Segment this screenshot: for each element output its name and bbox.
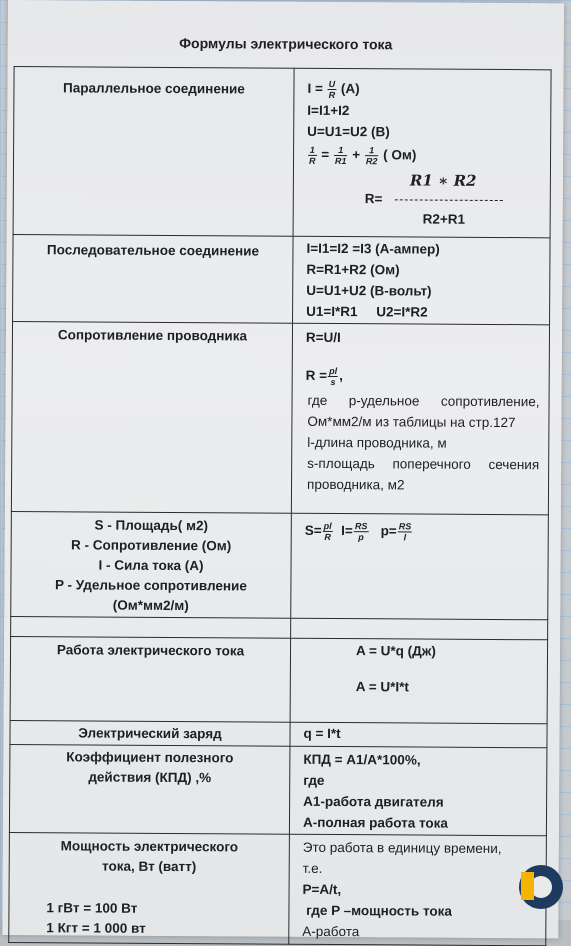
row-label-parallel: Параллельное соединение — [63, 80, 245, 97]
table-row-parallel — [13, 67, 551, 238]
fraction: $\frac{1}{R2}$ — [365, 145, 378, 167]
row-formula-cell — [289, 834, 547, 946]
formula-line: R=R1+R2 (Ом) — [306, 261, 400, 278]
row-label-cell — [13, 235, 294, 324]
row-formula-cell — [291, 513, 549, 620]
length-description: l-длина проводника, м — [307, 434, 447, 451]
row-formula-cell — [289, 746, 547, 836]
legend-line: (Ом*мм2/м) — [112, 597, 189, 614]
table-row-efficiency — [9, 745, 547, 836]
formula-line: A = U*q (Дж) — [355, 643, 436, 659]
formula-line: I=I1=I2 =I3 (А-ампер) — [306, 240, 440, 257]
fraction: $\frac{RS}{l}$ — [398, 521, 412, 543]
row-formula-cell — [291, 323, 549, 515]
formula-table — [8, 66, 551, 946]
row-label-cell — [11, 512, 292, 619]
fraction: $\frac{RS}{p}$ — [354, 521, 368, 543]
row-formula-cell — [293, 68, 551, 238]
formula-line: A = U*I*t — [355, 679, 409, 695]
formula-ohm: I = $\frac{U}{R}$ (А) — [307, 78, 360, 100]
row-label-cell — [9, 833, 290, 945]
table-row-resistance — [11, 322, 549, 515]
fraction: $\frac{1}{R}$ — [308, 144, 316, 166]
row-formula-cell — [293, 236, 551, 325]
formula-line: А1-работа двигателя — [303, 793, 444, 810]
formula-total-resistance: R1 ∗ R2 R= R2+R1 — [295, 170, 549, 232]
formula-line: А-полная работа тока — [302, 814, 449, 831]
unit-line: 1 Кгт = 1 000 вт — [46, 920, 146, 936]
fraction-line — [394, 199, 502, 201]
area-description: s-площадь поперечного сечения проводника, м2 — [307, 455, 540, 493]
fraction: $\frac{pl}{R}$ — [323, 520, 332, 542]
row-label-series: Последовательное соединение — [46, 242, 260, 259]
row-label-cell — [13, 67, 294, 237]
formula-derived: S= $\frac{pl}{R}$ I= $\frac{RS}{p}$ p= $\frac{RS}{l}$ — [304, 520, 412, 543]
fraction: $\frac{pl}{s}$ — [329, 365, 338, 387]
formula-line: R=U/I — [305, 329, 341, 346]
row-label-cell — [10, 637, 291, 723]
formula-line: P=A/t, — [302, 881, 342, 898]
document-sheet — [2, 0, 564, 938]
formula-line: Это работа в единицу времени, — [302, 839, 502, 857]
row-label-cell — [11, 322, 292, 514]
table-row-legend — [11, 512, 549, 620]
formula-line: А-работа — [302, 923, 360, 940]
row-label-power: Мощность электрического тока, Вт (ватт) — [60, 838, 239, 875]
formula-resistivity: R = $\frac{pl}{s}$ , — [305, 365, 343, 387]
resistivity-description: где р-удельное сопротивление, Ом*мм2/м из таблицы на стр.127 — [307, 392, 540, 431]
formula-line: где — [303, 772, 325, 788]
row-label-work: Работа электрического тока — [56, 642, 245, 659]
page-title: Формулы электрического тока — [179, 35, 393, 53]
fraction: $\frac{U}{R}$ — [328, 78, 336, 100]
row-label-resistance: Сопротивление проводника — [57, 327, 248, 344]
legend-line: P - Удельное сопротивление — [54, 577, 247, 594]
formula-line: U1=I*R1 U2=I*R2 — [306, 303, 428, 320]
legend-line: R - Сопротивление (Ом) — [71, 537, 232, 554]
table-row-work — [10, 637, 548, 724]
formula-resistance-reciprocal: $\frac{1}{R}$ = $\frac{1}{R1}$ + $\frac{1}{R2}$ ( Ом) — [308, 144, 417, 167]
legend-line: S - Площадь( м2) — [94, 517, 209, 534]
row-formula-cell — [290, 638, 548, 724]
row-label-cell — [9, 745, 290, 835]
table-row-series — [13, 235, 551, 325]
formula-line: КПД = А1/А*100%, — [303, 751, 421, 768]
formula-line: где P –мощность тока — [302, 902, 452, 919]
fraction: $\frac{1}{R1}$ — [334, 144, 347, 166]
table-row-charge — [10, 721, 547, 748]
legend-line: I - Сила тока (А) — [98, 557, 204, 574]
row-label-cell — [10, 721, 290, 747]
table-row-power — [9, 833, 547, 946]
row-label-efficiency: Коэффициент полезного действия (КПД) ,% — [66, 749, 234, 786]
formula-line: т.е. — [302, 860, 323, 876]
app-logo-icon — [516, 860, 564, 912]
unit-line: 1 гВт = 100 Вт — [46, 900, 138, 916]
row-label-charge: Электрический заряд — [78, 725, 222, 742]
row-formula-cell — [290, 722, 547, 748]
formula-voltage-equal: U=U1=U2 (В) — [307, 123, 390, 140]
formula-line: U=U1+U2 (В-вольт) — [306, 282, 432, 299]
formula-line: q = I*t — [303, 725, 341, 742]
formula-current-sum: I=I1+I2 — [307, 102, 350, 119]
